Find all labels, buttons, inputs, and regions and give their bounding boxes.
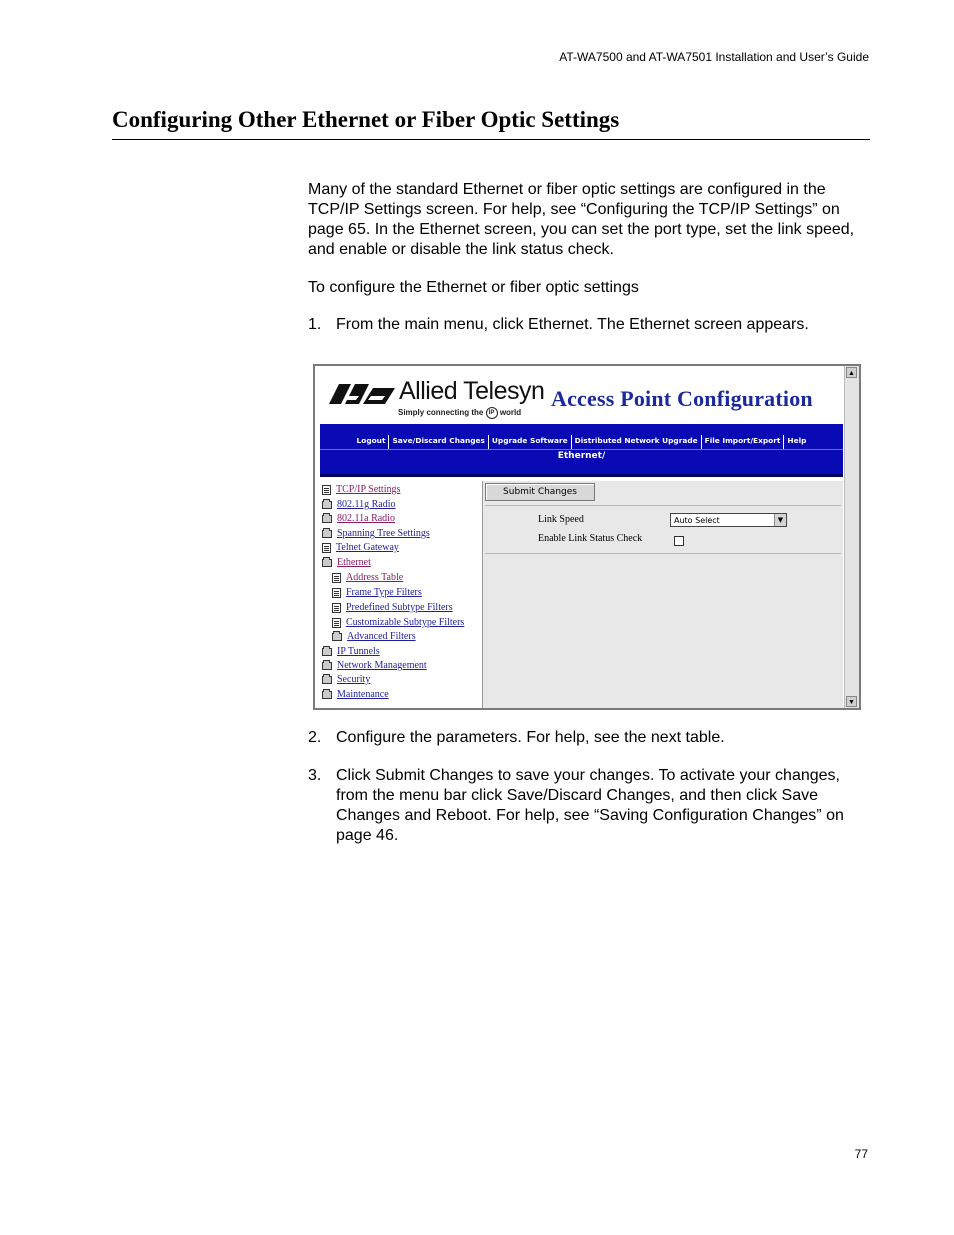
folder-icon: [322, 501, 332, 509]
folder-icon: [322, 676, 332, 684]
nav-item-label[interactable]: Network Management: [337, 660, 427, 671]
ip-icon: IP: [486, 407, 498, 419]
procedure-heading: To configure the Ethernet or fiber optic settings: [308, 279, 639, 296]
nav-item-label[interactable]: 802.11g Radio: [337, 499, 396, 510]
nav-item-customizable-subtype-filters[interactable]: [332, 617, 464, 628]
nav-item-80211g-radio[interactable]: [322, 499, 396, 510]
menu-item-file-import-export[interactable]: File Import/Export: [702, 435, 785, 449]
page-icon: [332, 588, 341, 598]
link-status-label: Enable Link Status Check: [538, 533, 643, 544]
menu-item-logout[interactable]: Logout: [354, 435, 390, 449]
product-title: Access Point Configuration: [551, 386, 813, 411]
link-status-checkbox[interactable]: [674, 536, 684, 546]
nav-item-label[interactable]: TCP/IP Settings: [336, 484, 401, 495]
nav-item-label[interactable]: Frame Type Filters: [346, 587, 422, 598]
menu-bar: [320, 424, 843, 477]
nav-item-ip-tunnels[interactable]: [322, 646, 380, 657]
step-2: [308, 728, 868, 748]
nav-item-ethernet[interactable]: [322, 557, 371, 568]
intro-paragraph: Many of the standard Ethernet or fiber optic settings are configured in the TCP/IP Settings screen. For help, see “Configuring the TCP/IP Settings” on page 65. In the Ethernet screen, you can set the port type, set the link speed, and enable or disable the link status check.: [308, 181, 855, 258]
tagline-pre: Simply connecting the: [398, 408, 484, 418]
chevron-down-icon[interactable]: ▼: [774, 514, 786, 526]
menu-item-distributed-upgrade[interactable]: Distributed Network Upgrade: [572, 435, 702, 449]
nav-item-label[interactable]: Ethernet: [337, 557, 371, 568]
nav-item-label[interactable]: 802.11a Radio: [337, 513, 395, 524]
menu-item-help[interactable]: Help: [787, 436, 807, 445]
page-icon: [332, 618, 341, 628]
step-number: 3.: [308, 767, 322, 784]
folder-icon: [322, 691, 332, 699]
nav-item-80211a-radio[interactable]: [322, 513, 395, 524]
menu-item-upgrade-software[interactable]: Upgrade Software: [489, 435, 572, 449]
page-number: 77: [854, 1147, 868, 1161]
vertical-scrollbar[interactable]: [844, 366, 859, 708]
divider: [485, 553, 841, 554]
nav-item-label[interactable]: IP Tunnels: [337, 646, 380, 657]
nav-item-label[interactable]: Predefined Subtype Filters: [346, 602, 453, 613]
nav-item-telnet-gateway[interactable]: [322, 542, 399, 553]
nav-item-label[interactable]: Telnet Gateway: [336, 542, 399, 553]
menu-bottom-border: [320, 474, 843, 477]
nav-item-security[interactable]: [322, 674, 370, 685]
page-icon: [332, 573, 341, 583]
folder-icon: [322, 648, 332, 656]
step-number: 1.: [308, 316, 322, 333]
nav-item-label[interactable]: Advanced Filters: [347, 631, 416, 642]
allied-telesyn-logo-icon: [329, 384, 395, 404]
link-speed-value: Auto Select: [674, 516, 720, 525]
link-speed-label: Link Speed: [538, 514, 584, 525]
nav-tree: [320, 481, 483, 708]
step-text: Configure the parameters. For help, see the next table.: [336, 729, 725, 746]
breadcrumb: Ethernet/: [557, 451, 606, 461]
nav-item-maintenance[interactable]: [322, 689, 389, 700]
brand-name: Allied Telesyn: [399, 377, 545, 405]
nav-item-label[interactable]: Customizable Subtype Filters: [346, 617, 465, 628]
nav-item-label[interactable]: Spanning Tree Settings: [337, 528, 430, 539]
running-header: AT-WA7500 and AT-WA7501 Installation and User’s Guide: [559, 50, 869, 64]
folder-icon: [322, 662, 332, 670]
page-icon: [322, 485, 331, 495]
nav-item-label[interactable]: Address Table: [346, 572, 404, 583]
scroll-up-icon[interactable]: ▲: [846, 367, 857, 378]
nav-item-advanced-filters[interactable]: [332, 631, 416, 642]
step-3: [308, 766, 868, 846]
step-1: [308, 315, 868, 335]
menu-items: [320, 435, 843, 449]
menu-divider: [320, 449, 843, 450]
folder-icon: [332, 633, 342, 641]
tagline: [398, 407, 521, 419]
nav-item-network-management[interactable]: [322, 660, 427, 671]
ethernet-screen-screenshot: [313, 364, 861, 710]
step-text: Click Submit Changes to save your changes. To activate your changes, from the menu bar click Save/Discard Changes, and then click Save Changes and Reboot. For help, see “Saving Configuration Changes” on page 46.: [336, 767, 844, 844]
step-text: From the main menu, click Ethernet. The Ethernet screen appears.: [336, 316, 809, 333]
open-folder-icon: [322, 559, 332, 567]
folder-icon: [322, 515, 332, 523]
folder-icon: [322, 530, 332, 538]
settings-panel: [483, 481, 843, 708]
section-title: Configuring Other Ethernet or Fiber Optic Settings: [112, 107, 620, 132]
nav-item-label[interactable]: Security: [337, 674, 371, 685]
nav-item-frame-type-filters[interactable]: [332, 587, 422, 598]
tagline-post: world: [499, 408, 522, 418]
scroll-down-icon[interactable]: ▼: [846, 696, 857, 707]
step-number: 2.: [308, 729, 322, 746]
page-icon: [322, 543, 331, 553]
divider: [485, 505, 841, 506]
nav-item-predefined-subtype-filters[interactable]: [332, 602, 453, 613]
nav-item-address-table[interactable]: [332, 572, 403, 583]
nav-item-label[interactable]: Maintenance: [337, 689, 389, 700]
page-icon: [332, 603, 341, 613]
nav-item-tcpip-settings[interactable]: [322, 484, 400, 495]
link-speed-select[interactable]: [670, 513, 787, 527]
submit-changes-button[interactable]: Submit Changes: [485, 483, 595, 501]
nav-item-spanning-tree[interactable]: [322, 528, 430, 539]
menu-item-save-discard[interactable]: Save/Discard Changes: [389, 435, 488, 449]
title-rule: [112, 139, 870, 140]
banner: [315, 366, 847, 424]
